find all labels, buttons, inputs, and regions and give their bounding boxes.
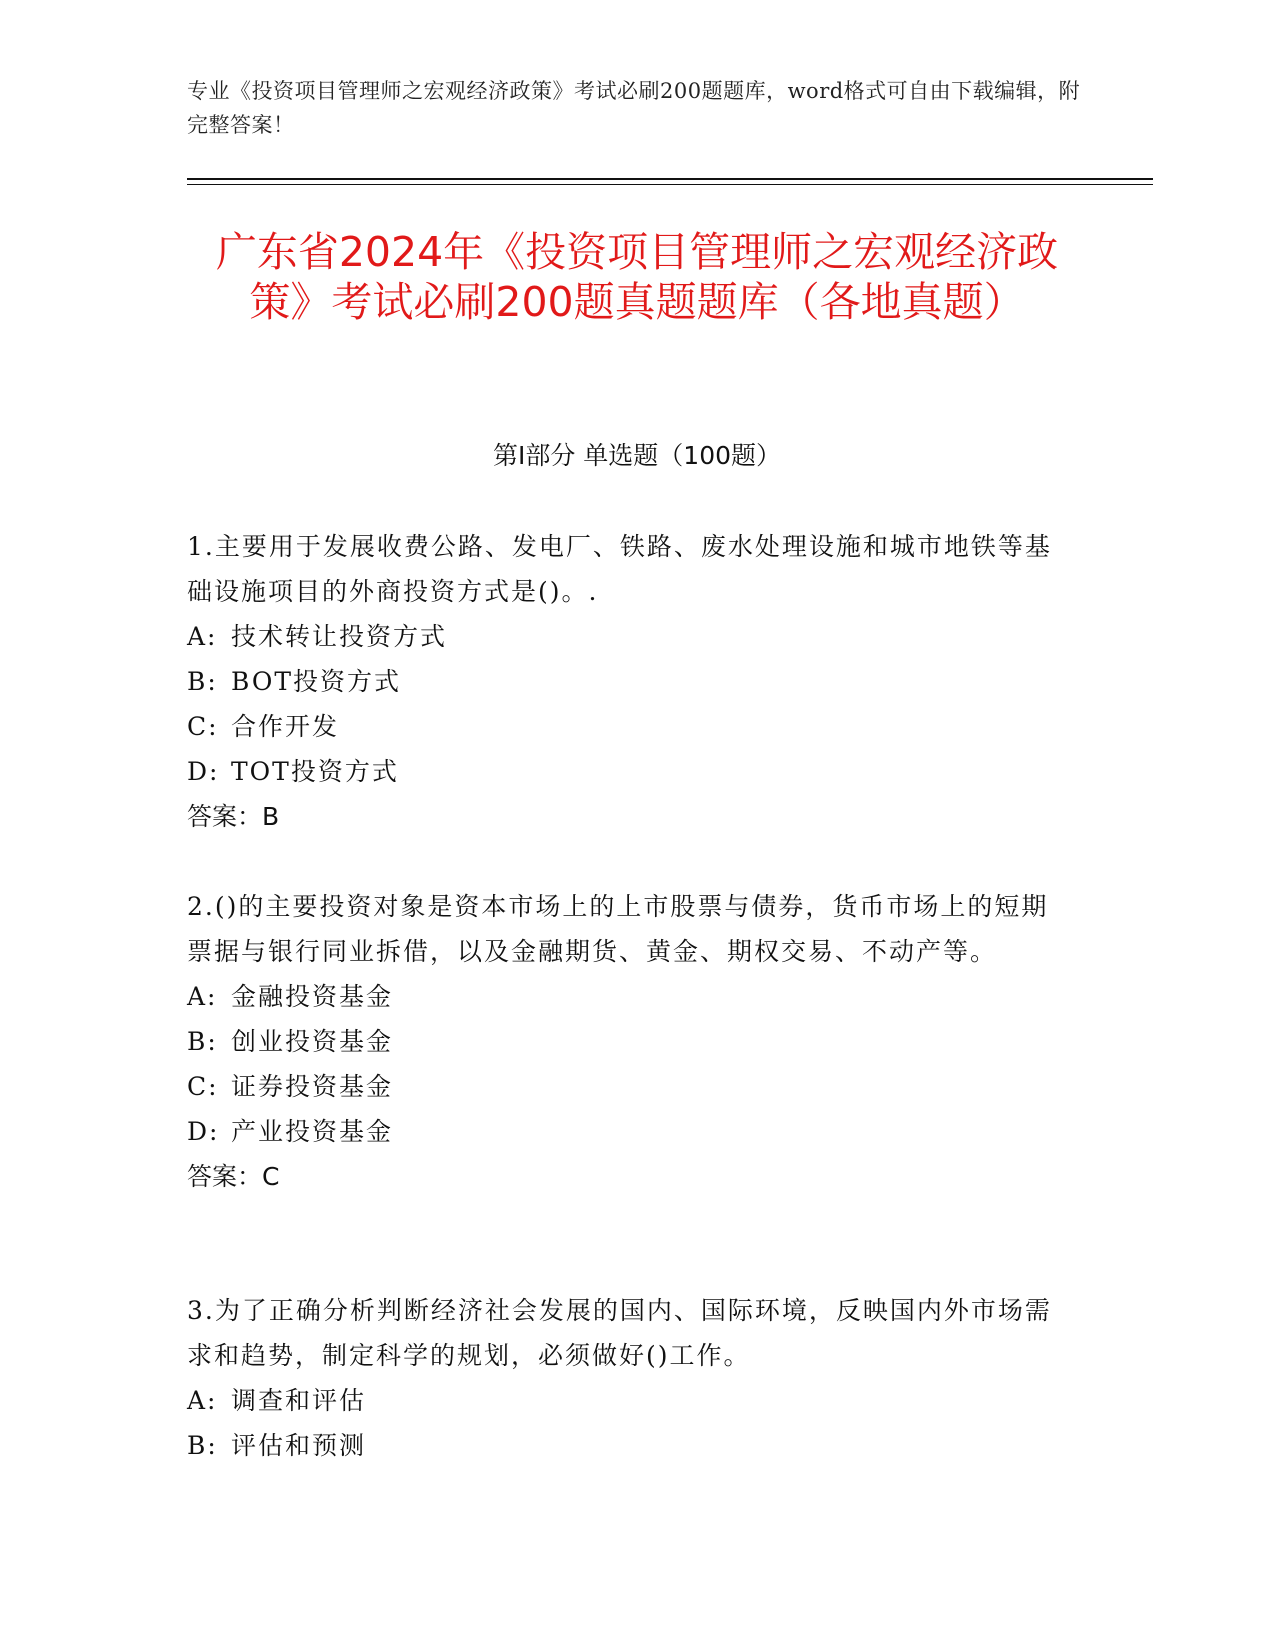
option-letter: D: bbox=[187, 757, 220, 786]
option-letter: B: bbox=[187, 667, 218, 696]
option-c bbox=[187, 704, 1067, 749]
option-b bbox=[187, 1423, 1067, 1468]
answer: 答案：B bbox=[187, 802, 280, 831]
section-heading: 第I部分 单选题（100题） bbox=[492, 441, 782, 470]
option-text: TOT投资方式 bbox=[231, 757, 399, 786]
option-d bbox=[187, 749, 1067, 794]
option-letter: D: bbox=[187, 1117, 220, 1146]
option-text: 评估和预测 bbox=[231, 1431, 367, 1460]
option-c bbox=[187, 1064, 1067, 1109]
option-letter: C: bbox=[187, 712, 219, 741]
option-letter: A: bbox=[187, 622, 218, 651]
option-a bbox=[187, 974, 1067, 1019]
option-text: 调查和评估 bbox=[231, 1386, 367, 1415]
option-text: 产业投资基金 bbox=[231, 1117, 394, 1146]
option-letter: A: bbox=[187, 982, 218, 1011]
question-1 bbox=[187, 524, 1067, 839]
header-divider-thick bbox=[187, 178, 1153, 180]
question-stem: 2.()的主要投资对象是资本市场上的上市股票与债券，货币市场上的短期票据与银行同业拆借，以及金融期货、黄金、期权交易、不动产等。 bbox=[187, 892, 1049, 966]
option-letter: B: bbox=[187, 1431, 218, 1460]
option-b bbox=[187, 659, 1067, 704]
question-2 bbox=[187, 884, 1067, 1199]
option-text: 合作开发 bbox=[231, 712, 340, 741]
option-a bbox=[187, 1378, 1067, 1423]
option-d bbox=[187, 1109, 1067, 1154]
option-letter: B: bbox=[187, 1027, 218, 1056]
header-divider-thin bbox=[187, 184, 1153, 185]
document-title: 广东省2024年《投资项目管理师之宏观经济政策》考试必刷200题真题题库（各地真题） bbox=[215, 228, 1059, 326]
answer: 答案：C bbox=[187, 1162, 280, 1191]
option-text: 创业投资基金 bbox=[231, 1027, 394, 1056]
option-b bbox=[187, 1019, 1067, 1064]
question-stem: 1.主要用于发展收费公路、发电厂、铁路、废水处理设施和城市地铁等基础设施项目的外商投资方式是()。. bbox=[187, 532, 1052, 606]
option-text: 证券投资基金 bbox=[231, 1072, 394, 1101]
question-3 bbox=[187, 1288, 1067, 1468]
question-stem: 3.为了正确分析判断经济社会发展的国内、国际环境，反映国内外市场需求和趋势，制定科学的规划，必须做好()工作。 bbox=[187, 1296, 1052, 1370]
option-text: 技术转让投资方式 bbox=[231, 622, 448, 651]
header-note: 专业《投资项目管理师之宏观经济政策》考试必刷200题题库，word格式可自由下载编辑，附完整答案！ bbox=[187, 79, 1081, 137]
option-letter: A: bbox=[187, 1386, 218, 1415]
option-letter: C: bbox=[187, 1072, 219, 1101]
option-a bbox=[187, 614, 1067, 659]
option-text: 金融投资基金 bbox=[231, 982, 394, 1011]
option-text: BOT投资方式 bbox=[231, 667, 402, 696]
